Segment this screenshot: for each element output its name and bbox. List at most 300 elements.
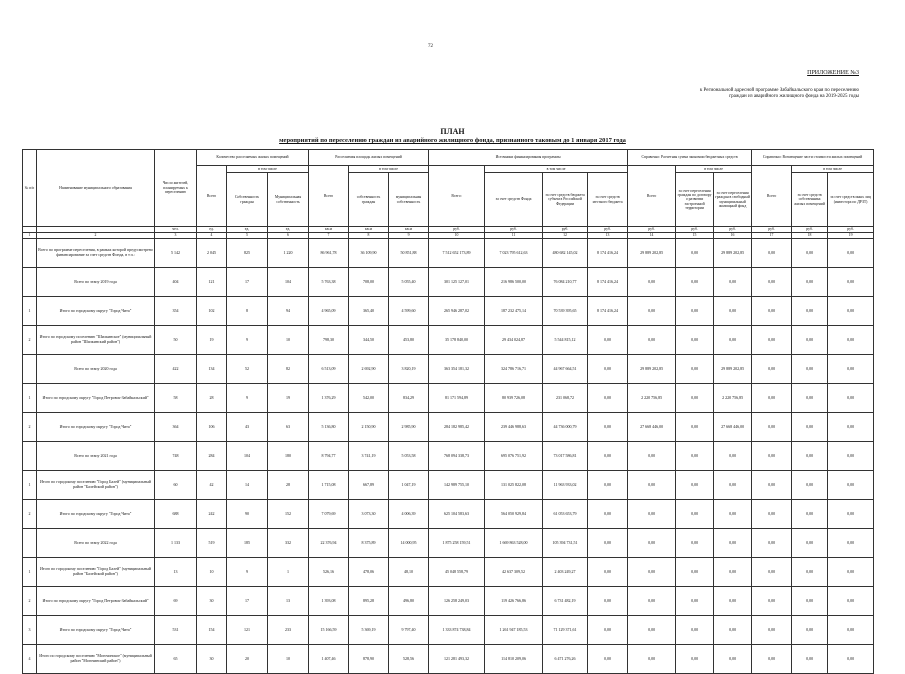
row-value: 0,00 xyxy=(676,297,714,326)
row-value: 0,00 xyxy=(588,587,628,616)
row-value: 354 xyxy=(155,297,197,326)
row-value: 50 xyxy=(155,326,197,355)
row-value: 9 xyxy=(227,558,268,587)
column-number-cell: 8 xyxy=(349,233,389,239)
table-body xyxy=(23,239,874,674)
row-name: Всего по программе переселения, в рамках которой предусмотрено финансирование за счет средств Фонда, в т.ч.: xyxy=(37,239,155,268)
row-value: 1 407,46 xyxy=(309,645,349,674)
row-value: 10 xyxy=(197,558,227,587)
unit-cell: руб. xyxy=(792,227,828,233)
header-sources-total: Всего: xyxy=(429,166,485,227)
unit-cell: ед. xyxy=(197,227,227,233)
row-value: 17 xyxy=(227,587,268,616)
row-value: 17 xyxy=(227,268,268,297)
row-value: 0,00 xyxy=(628,326,676,355)
row-value: 0,00 xyxy=(714,297,752,326)
column-number-cell: 16 xyxy=(714,233,752,239)
row-value: 2 403 249,27 xyxy=(543,558,588,587)
row-value: 284 xyxy=(197,442,227,471)
unit-cell: руб. xyxy=(752,227,792,233)
row-value: 0,00 xyxy=(828,268,874,297)
row-value: 0,00 xyxy=(828,587,874,616)
header-group-premises: Количество расселяемых жилых помещений xyxy=(197,150,309,166)
row-value: 131 025 822,08 xyxy=(485,471,543,500)
appendix-label: ПРИЛОЖЕНИЕ №3 xyxy=(807,70,859,76)
row-value: 0,00 xyxy=(752,413,792,442)
row-value: 363 354 181,32 xyxy=(429,355,485,384)
row-value: 0,00 xyxy=(792,645,828,674)
row-value: 28 xyxy=(268,471,309,500)
row-value: 0,00 xyxy=(714,471,752,500)
row-value: 180 xyxy=(268,442,309,471)
header-refund-total: Всего xyxy=(752,166,792,227)
row-number xyxy=(23,239,37,268)
unit-cell: чел. xyxy=(155,227,197,233)
row-value: 8 174 416,24 xyxy=(588,268,628,297)
row-value: 0,00 xyxy=(792,529,828,558)
row-name: Итого по городскому округу "Город Чита" xyxy=(37,297,155,326)
column-number-cell: 18 xyxy=(792,233,828,239)
header-refund-1: за счет средств собственника жилых помещений xyxy=(792,173,828,227)
table-row xyxy=(23,645,874,674)
row-value: 102 xyxy=(197,297,227,326)
header-sources-incl: в том числе xyxy=(485,166,628,173)
header-group-sources: Источники финансирования программы xyxy=(429,150,628,166)
row-value: 44 967 664,51 xyxy=(543,355,588,384)
row-value: 0,00 xyxy=(676,413,714,442)
table-row xyxy=(23,355,874,384)
table-row xyxy=(23,500,874,529)
row-number: 2 xyxy=(23,587,37,616)
table-row xyxy=(23,471,874,500)
row-value: 29 889 202,85 xyxy=(714,355,752,384)
row-value: 0,00 xyxy=(676,587,714,616)
row-value: 5 136,80 xyxy=(309,413,349,442)
row-value: 265 946 287,02 xyxy=(429,297,485,326)
row-value: 0,00 xyxy=(828,558,874,587)
unit-cell: руб. xyxy=(485,227,543,233)
row-value: 154 xyxy=(197,616,227,645)
row-value: 0,00 xyxy=(752,529,792,558)
row-value: 284 182 985,42 xyxy=(429,413,485,442)
row-value: 5 142 xyxy=(155,239,197,268)
row-value: 106 xyxy=(197,413,227,442)
header-area-incl: в том числе xyxy=(349,166,429,173)
row-value: 1 376,29 xyxy=(309,384,349,413)
plan-title: ПЛАН xyxy=(440,127,465,136)
row-value: 58 xyxy=(155,384,197,413)
row-value: 121 xyxy=(227,616,268,645)
row-value: 0,00 xyxy=(828,616,874,645)
row-value: 0,00 xyxy=(828,529,874,558)
row-value: 0,00 xyxy=(828,326,874,355)
row-value: 65 xyxy=(155,645,197,674)
unit-cell: руб. xyxy=(543,227,588,233)
row-value: 0,00 xyxy=(792,616,828,645)
row-value: 0,00 xyxy=(828,471,874,500)
plan-table xyxy=(22,149,874,674)
column-number-cell: 15 xyxy=(676,233,714,239)
row-name: Всего по этапу 2022 года xyxy=(37,529,155,558)
header-refund-2: за счет средств иных лиц (инвестора по ДРЗТ) xyxy=(828,173,874,227)
row-value: 105 394 731,51 xyxy=(543,529,588,558)
row-value: 2 045 xyxy=(197,239,227,268)
row-value: 0,00 xyxy=(588,326,628,355)
row-number xyxy=(23,442,37,471)
column-number-cell: 14 xyxy=(628,233,676,239)
row-value: 27 668 446,00 xyxy=(714,413,752,442)
row-value: 0,00 xyxy=(828,355,874,384)
header-residents: Число жителей, планируемых к переселению xyxy=(155,150,197,227)
row-value: 4 965,09 xyxy=(309,297,349,326)
row-value: 0,00 xyxy=(628,268,676,297)
column-number-cell: 1 xyxy=(23,233,37,239)
row-value: 1 047,19 xyxy=(389,471,429,500)
row-value: 9 797,40 xyxy=(389,616,429,645)
row-value: 0,00 xyxy=(752,442,792,471)
row-value: 142 989 755,10 xyxy=(429,471,485,500)
header-savings-1: за счет переселения граждан по договору о развитии застроенной территории xyxy=(676,173,714,227)
column-number-cell: 5 xyxy=(227,233,268,239)
header-citizens-property: Собственность граждан xyxy=(227,173,268,227)
row-value: 82 xyxy=(268,355,309,384)
page-number: 72 xyxy=(428,44,433,49)
row-value: 0,00 xyxy=(792,558,828,587)
row-value: 1 715,08 xyxy=(309,471,349,500)
row-value: 29 889 202,85 xyxy=(628,355,676,384)
row-number: 1 xyxy=(23,384,37,413)
row-value: 242 xyxy=(197,500,227,529)
row-value: 187 232 475,14 xyxy=(485,297,543,326)
row-value: 542,00 xyxy=(349,384,389,413)
header-local: за счет средств местного бюджета xyxy=(588,173,628,227)
row-value: 152 xyxy=(268,500,309,529)
table-row xyxy=(23,442,874,471)
row-value: 0,00 xyxy=(752,587,792,616)
row-value: 364 xyxy=(155,413,197,442)
row-value: 0,00 xyxy=(628,500,676,529)
table-row xyxy=(23,384,874,413)
row-value: 0,00 xyxy=(752,500,792,529)
row-value: 3 073,30 xyxy=(349,500,389,529)
row-value: 104 xyxy=(268,268,309,297)
row-number: 4 xyxy=(23,645,37,674)
row-value: 0,00 xyxy=(752,616,792,645)
column-number-cell: 6 xyxy=(268,233,309,239)
row-value: 1 393,08 xyxy=(309,587,349,616)
row-value: 5 369,19 xyxy=(349,616,389,645)
row-value: 0,00 xyxy=(752,268,792,297)
row-value: 9 xyxy=(227,384,268,413)
row-value: 0,00 xyxy=(676,645,714,674)
row-value: 119 426 766,86 xyxy=(485,587,543,616)
unit-cell: кв.м xyxy=(309,227,349,233)
row-number: 2 xyxy=(23,413,37,442)
header-no: № п/п xyxy=(23,150,37,227)
row-value: 3 741,19 xyxy=(349,442,389,471)
row-value: 0,00 xyxy=(714,587,752,616)
row-value: 344,50 xyxy=(349,326,389,355)
row-value: 0,00 xyxy=(588,529,628,558)
row-value: 0,00 xyxy=(752,239,792,268)
row-value: 61 053 653,79 xyxy=(543,500,588,529)
row-value: 0,00 xyxy=(792,413,828,442)
row-value: 4 599,60 xyxy=(389,297,429,326)
column-number-cell: 13 xyxy=(588,233,628,239)
row-value: 301 125 127,01 xyxy=(429,268,485,297)
row-value: 0,00 xyxy=(828,297,874,326)
row-name: Итого по городскому округу "Город Чита" xyxy=(37,500,155,529)
row-name: Итого по городскому поселению "Шилкинское" (муниципальный район "Шилкинский район") xyxy=(37,326,155,355)
row-value: 114 810 209,06 xyxy=(485,645,543,674)
row-value: 0,00 xyxy=(588,471,628,500)
column-number-cell: 4 xyxy=(197,233,227,239)
row-value: 0,00 xyxy=(588,413,628,442)
row-name: Итого по городскому поселению "Город Балей" (муниципальный район "Балейский район") xyxy=(37,558,155,587)
row-value: 0,00 xyxy=(676,355,714,384)
row-value: 0,00 xyxy=(792,587,828,616)
row-value: 29 889 202,85 xyxy=(628,239,676,268)
row-name: Итого по городскому округу "Город Петровск-Забайкальский" xyxy=(37,587,155,616)
row-value: 13 xyxy=(268,587,309,616)
header-group-savings: Справочно: Расчетная сумма экономии бюджетных средств xyxy=(628,150,752,166)
row-value: 63 xyxy=(268,413,309,442)
row-value: 5 055,40 xyxy=(389,268,429,297)
row-value: 0,00 xyxy=(676,558,714,587)
unit-cell: руб. xyxy=(828,227,874,233)
row-value: 71 129 371,61 xyxy=(543,616,588,645)
row-value: 496,80 xyxy=(389,587,429,616)
row-value: 42 xyxy=(197,471,227,500)
row-value: 0,00 xyxy=(792,471,828,500)
row-value: 29 889 202,85 xyxy=(714,239,752,268)
header-group-area: Расселяемая площадь жилых помещений xyxy=(309,150,429,166)
row-value: 0,00 xyxy=(676,442,714,471)
column-number-cell: 7 xyxy=(309,233,349,239)
column-number-cell: 2 xyxy=(37,233,155,239)
row-value: 0,00 xyxy=(628,529,676,558)
row-value: 1 220 xyxy=(268,239,309,268)
unit-cell: руб. xyxy=(676,227,714,233)
unit-cell: кв.м xyxy=(349,227,389,233)
row-value: 0,00 xyxy=(752,558,792,587)
row-number: 1 xyxy=(23,471,37,500)
row-value: 1 669 863 528,00 xyxy=(485,529,543,558)
row-number xyxy=(23,268,37,297)
row-value: 0,00 xyxy=(588,355,628,384)
row-value: 0,00 xyxy=(628,558,676,587)
row-value: 2 150,90 xyxy=(349,413,389,442)
row-value: 69 xyxy=(155,587,197,616)
row-value: 30 xyxy=(197,645,227,674)
row-value: 11 963 933,02 xyxy=(543,471,588,500)
header-regional: за счет средств бюджета субъекта Российской Федерации xyxy=(543,173,588,227)
unit-cell: руб. xyxy=(588,227,628,233)
row-value: 526,16 xyxy=(309,558,349,587)
table-row xyxy=(23,529,874,558)
row-value: 1 875 258 159,51 xyxy=(429,529,485,558)
row-value: 0,00 xyxy=(828,442,874,471)
table-row xyxy=(23,268,874,297)
row-value: 0,00 xyxy=(588,558,628,587)
row-value: 90 xyxy=(227,500,268,529)
row-value: 185 xyxy=(227,529,268,558)
row-value: 15 166,59 xyxy=(309,616,349,645)
row-value: 0,00 xyxy=(792,442,828,471)
row-value: 0,00 xyxy=(628,616,676,645)
row-value: 0,00 xyxy=(676,616,714,645)
table-row xyxy=(23,587,874,616)
row-value: 50 851,88 xyxy=(389,239,429,268)
row-value: 2 985,90 xyxy=(389,413,429,442)
row-value: 0,00 xyxy=(714,326,752,355)
row-value: 0,00 xyxy=(752,297,792,326)
row-value: 104 xyxy=(227,442,268,471)
row-value: 695 076 751,92 xyxy=(485,442,543,471)
row-value: 531 xyxy=(155,616,197,645)
unit-cell: руб. xyxy=(429,227,485,233)
column-number-cell: 19 xyxy=(828,233,874,239)
row-value: 45 048 558,79 xyxy=(429,558,485,587)
row-value: 35 178 840,00 xyxy=(429,326,485,355)
row-value: 216 986 500,00 xyxy=(485,268,543,297)
row-value: 134 xyxy=(197,355,227,384)
row-value: 0,00 xyxy=(676,529,714,558)
row-value: 324 786 716,71 xyxy=(485,355,543,384)
row-value: 0,00 xyxy=(676,326,714,355)
row-value: 453,80 xyxy=(389,326,429,355)
row-value: 0,00 xyxy=(628,442,676,471)
unit-cell: ед. xyxy=(227,227,268,233)
row-number xyxy=(23,529,37,558)
row-value: 0,00 xyxy=(792,355,828,384)
row-name: Итого по городскому поселению "Город Балей" (муниципальный район "Балейский район") xyxy=(37,471,155,500)
row-value: 126 258 249,03 xyxy=(429,587,485,616)
row-value: 625 104 583,63 xyxy=(429,500,485,529)
row-value: 27 668 446,00 xyxy=(628,413,676,442)
row-value: 0,00 xyxy=(588,384,628,413)
column-number-cell: 11 xyxy=(485,233,543,239)
row-value: 94 xyxy=(268,297,309,326)
row-value: 480 682 145,02 xyxy=(543,239,588,268)
row-number: 3 xyxy=(23,616,37,645)
table-row xyxy=(23,239,874,268)
header-area-total: Всего xyxy=(309,166,349,227)
row-value: 76 084 210,77 xyxy=(543,268,588,297)
row-value: 7 512 652 173,89 xyxy=(429,239,485,268)
row-value: 30 xyxy=(197,587,227,616)
row-value: 8 375,89 xyxy=(349,529,389,558)
table-row xyxy=(23,558,874,587)
row-number xyxy=(23,355,37,384)
row-value: 121 281 493,32 xyxy=(429,645,485,674)
table-row xyxy=(23,326,874,355)
row-value: 73 017 586,81 xyxy=(543,442,588,471)
row-value: 0,00 xyxy=(676,471,714,500)
row-value: 42 637 309,52 xyxy=(485,558,543,587)
row-value: 0,00 xyxy=(792,500,828,529)
row-value: 0,00 xyxy=(588,442,628,471)
row-value: 768 094 338,73 xyxy=(429,442,485,471)
row-value: 48,10 xyxy=(389,558,429,587)
table-row xyxy=(23,616,874,645)
row-value: 667,89 xyxy=(349,471,389,500)
table-row xyxy=(23,413,874,442)
row-value: 0,00 xyxy=(588,616,628,645)
row-value: 86 961,78 xyxy=(309,239,349,268)
row-value: 688 xyxy=(155,500,197,529)
row-value: 0,00 xyxy=(714,268,752,297)
row-number: 2 xyxy=(23,500,37,529)
row-value: 70 539 395,65 xyxy=(543,297,588,326)
unit-cell: ед. xyxy=(268,227,309,233)
row-value: 231 068,72 xyxy=(543,384,588,413)
row-name: Всего по этапу 2021 года xyxy=(37,442,155,471)
header-fund: за счет средств Фонда xyxy=(485,173,543,227)
row-value: 748 xyxy=(155,442,197,471)
row-value: 798,30 xyxy=(309,326,349,355)
row-value: 5 544 815,12 xyxy=(543,326,588,355)
column-number-cell: 10 xyxy=(429,233,485,239)
row-value: 0,00 xyxy=(676,500,714,529)
row-value: 2 220 756,85 xyxy=(714,384,752,413)
unit-cell: кв.м xyxy=(389,227,429,233)
header-savings-total: Всего xyxy=(628,166,676,227)
row-value: 0,00 xyxy=(752,645,792,674)
row-value: 1 261 947 185,53 xyxy=(485,616,543,645)
row-name: Итого по городскому округу "Город Чита" xyxy=(37,413,155,442)
row-name: Итого по городскому округу "Город Чита" xyxy=(37,616,155,645)
row-value: 528,56 xyxy=(389,645,429,674)
table-row xyxy=(23,297,874,326)
row-value: 36 109,90 xyxy=(349,239,389,268)
row-value: 6 731 482,19 xyxy=(543,587,588,616)
row-value: 0,00 xyxy=(792,384,828,413)
row-value: 1 133 xyxy=(155,529,197,558)
row-value: 0,00 xyxy=(628,471,676,500)
row-value: 239 446 988,63 xyxy=(485,413,543,442)
unit-cell: руб. xyxy=(628,227,676,233)
row-value: 0,00 xyxy=(828,500,874,529)
row-value: 0,00 xyxy=(676,268,714,297)
row-value: 2 692,90 xyxy=(349,355,389,384)
row-value: 44 736 000,79 xyxy=(543,413,588,442)
row-value: 0,00 xyxy=(828,645,874,674)
row-name: Итого по городскому округу "Город Петровск-Забайкальский" xyxy=(37,384,155,413)
row-value: 6 471 276,26 xyxy=(543,645,588,674)
column-number-cell: 3 xyxy=(155,233,197,239)
row-value: 365,40 xyxy=(349,297,389,326)
row-value: 0,00 xyxy=(588,500,628,529)
row-value: 0,00 xyxy=(588,645,628,674)
row-value: 1 xyxy=(268,558,309,587)
row-value: 0,00 xyxy=(676,384,714,413)
appendix-note: к Региональной адресной программе Забайкальского края по переселению граждан из аварийного жилищного фонда на 2019-2025 годы xyxy=(699,88,859,100)
row-name: Всего по этапу 2019 года xyxy=(37,268,155,297)
row-value: 19 xyxy=(197,326,227,355)
row-value: 0,00 xyxy=(714,442,752,471)
row-value: 0,00 xyxy=(628,645,676,674)
row-value: 0,00 xyxy=(792,268,828,297)
row-value: 564 050 929,84 xyxy=(485,500,543,529)
row-value: 0,00 xyxy=(792,239,828,268)
column-number-cell: 12 xyxy=(543,233,588,239)
header-premises-total: Всего xyxy=(197,166,227,227)
row-value: 10 xyxy=(268,326,309,355)
plan-subtitle: мероприятий по переселению граждан из аварийного жилищного фонда, признанного таковым до 1 января 2017 года xyxy=(279,137,626,144)
header-refund-incl: в том числе xyxy=(792,166,874,173)
unit-cell: руб. xyxy=(714,227,752,233)
